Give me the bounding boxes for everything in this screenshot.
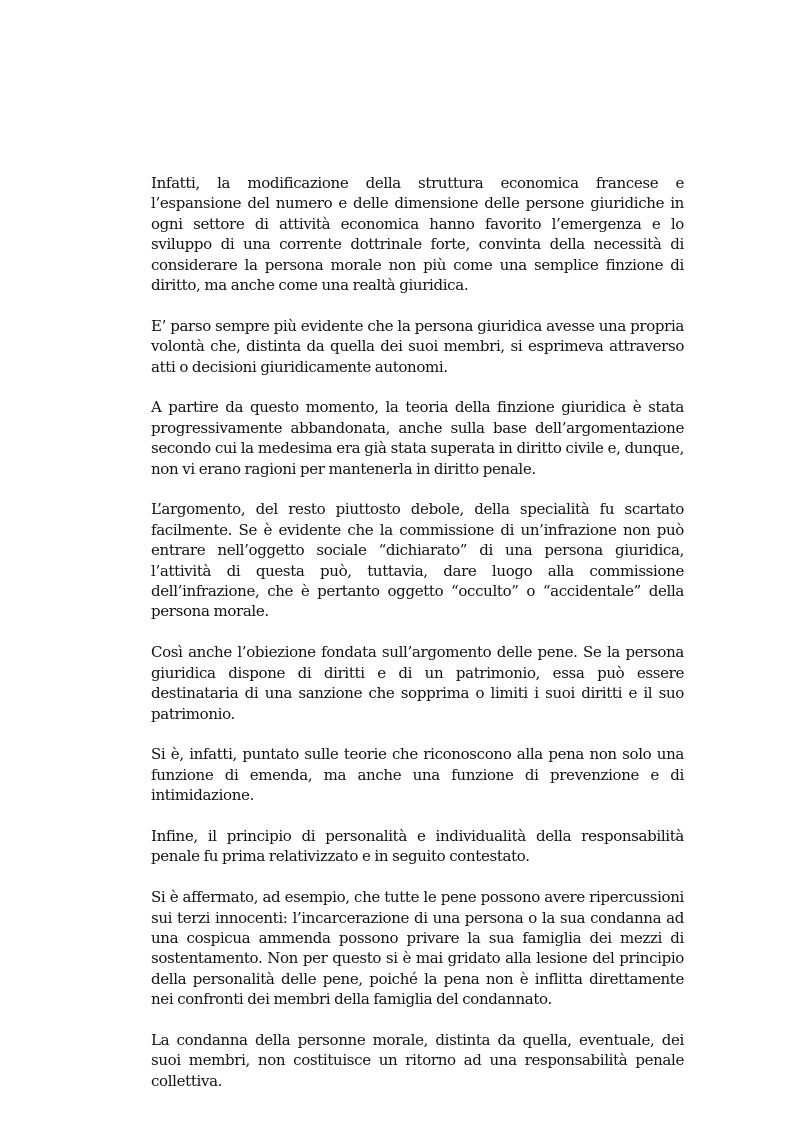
paragraph-1: Infatti, la modificazione della struttura economica francese e l’espansione del numero e delle dimensione delle persone giuridiche in ogni settore di attività economica hanno favorito l’emergenza e lo sviluppo di una corrente dottrinale forte, convinta della necessità di considerare la persona morale non più come una semplice finzione di diritto, ma anche come una realtà giuridica.	[151, 174, 684, 295]
document-body	[151, 173, 684, 1112]
paragraph-4: L’argomento, del resto piuttosto debole, della specialità fu scartato facilmente. Se è evidente che la commissione di un’infrazione non può entrare nell’oggetto sociale “dichiarato” di una persona giuridica, l’attività di questa può, tuttavia, dare luogo alla commissione dell’infrazione, che è pertanto oggetto “occulto” o “accidentale” della persona morale.	[151, 500, 684, 621]
paragraph-2: E’ parso sempre più evidente che la persona giuridica avesse una propria volontà che, distinta da quella dei suoi membri, si esprimeva attraverso atti o decisioni giuridicamente autonomi.	[151, 316, 684, 376]
paragraph-9: La condanna della personne morale, distinta da quella, eventuale, dei suoi membri, non costituisce un ritorno ad una responsabilità penale collettiva.	[151, 1030, 684, 1090]
paragraph-5: Così anche l’obiezione fondata sull’argomento delle pene. Se la persona giuridica dispone di diritti e di un patrimonio, essa può essere destinataria di una sanzione che sopprima o limiti i suoi diritti e il suo patrimonio.	[151, 643, 684, 723]
paragraph-6: Si è, infatti, puntato sulle teorie che riconoscono alla pena non solo una funzione di emenda, ma anche una funzione di prevenzione e di intimidazione.	[151, 745, 684, 805]
paragraph-8: Si è affermato, ad esempio, che tutte le pene possono avere ripercussioni sui terzi innocenti: l’incarcerazione di una persona o la sua condanna ad una cospicua ammenda possono privare la sua famiglia dei mezzi di sostentamento. Non per questo si è mai gridato alla lesione del principio della personalità delle pene, poiché la pena non è inflitta direttamente nei confronti dei membri della famiglia del condannato.	[151, 888, 684, 1009]
paragraph-7: Infine, il principio di personalità e individualità della responsabilità penale fu prima relativizzato e in seguito contestato.	[151, 826, 684, 866]
paragraph-3: A partire da questo momento, la teoria della finzione giuridica è stata progressivamente abbandonata, anche sulla base dell’argomentazione secondo cui la medesima era già stata superata in diritto civile e, dunque, non vi erano ragioni per mantenerla in diritto penale.	[151, 398, 684, 478]
